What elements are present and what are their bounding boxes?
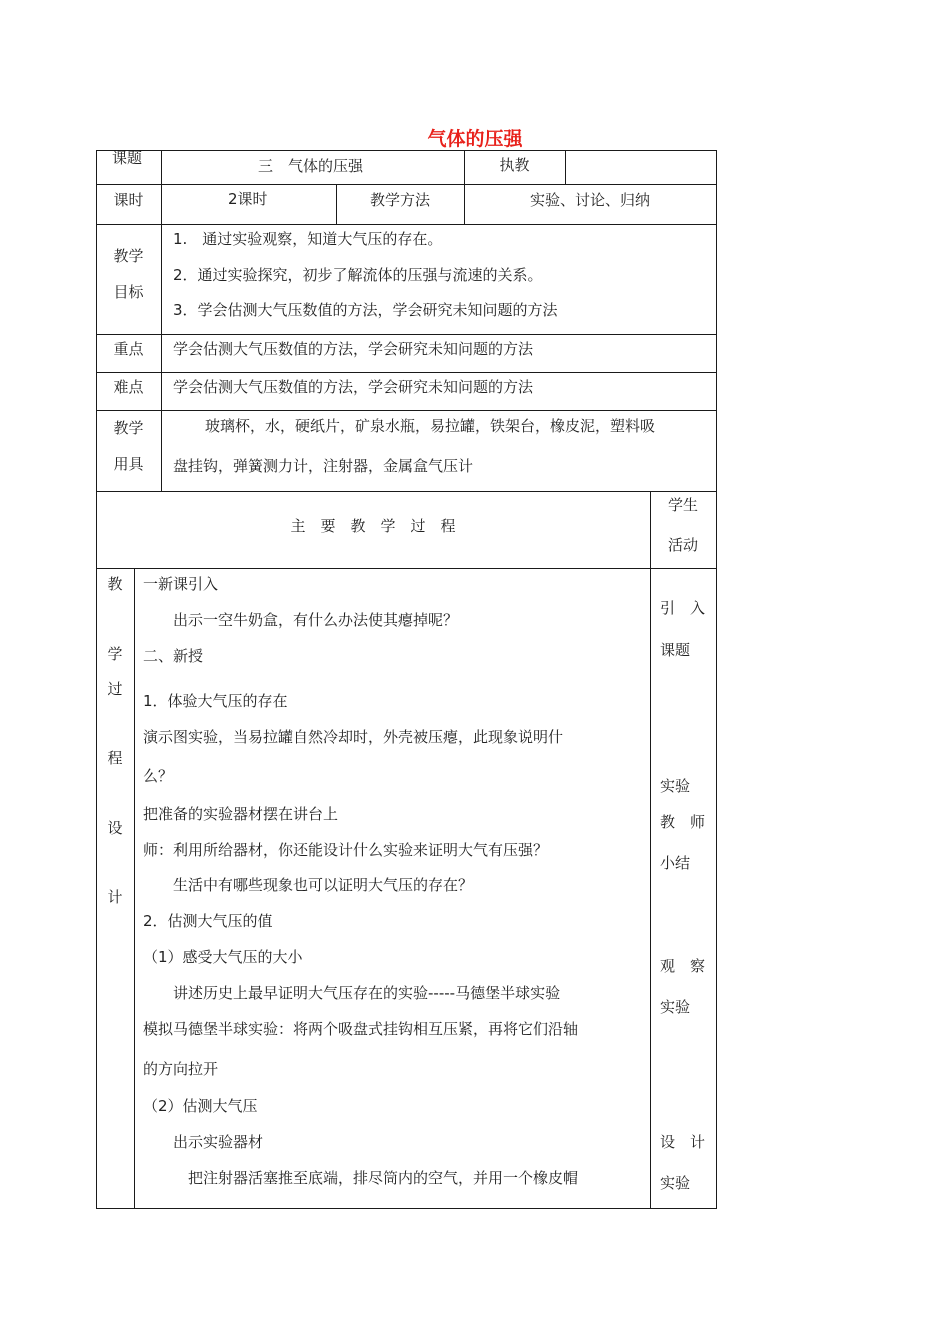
tools-label-1: 教学 <box>113 419 144 437</box>
activity-item: 小结 <box>660 854 691 872</box>
process-line: 模拟马德堡半球实验：将两个吸盘式挂钩相互压紧，再将它们沿轴 <box>143 1020 579 1038</box>
process-line: 师：利用所给器材，你还能设计什么实验来证明大气有压强？ <box>143 841 549 859</box>
period-value: 2课时 <box>228 190 268 208</box>
process-line: （2）估测大气压 <box>143 1097 258 1115</box>
process-line: 2．估测大气压的值 <box>143 912 273 930</box>
activity-item: 设 计 <box>660 1133 706 1151</box>
difficulty-value: 学会估测大气压数值的方法，学会研究未知问题的方法 <box>173 378 534 396</box>
method-label: 教学方法 <box>369 191 430 209</box>
process-line: 出示一空牛奶盒，有什么办法使其瘪掉呢？ <box>143 611 459 629</box>
goal-item: 3．学会估测大气压数值的方法，学会研究未知问题的方法 <box>173 301 558 319</box>
process-line: 1．体验大气压的存在 <box>143 692 288 710</box>
teacher-label: 执教 <box>499 156 530 174</box>
activity-item: 教 师 <box>660 813 706 831</box>
process-header: 主 要 教 学 过 程 <box>290 517 456 535</box>
goal-item: 2．通过实验探究，初步了解流体的压强与流速的关系。 <box>173 266 543 284</box>
method-value: 实验、讨论、归纳 <box>529 191 650 209</box>
tools-line: 玻璃杯，水，硬纸片，矿泉水瓶，易拉罐，铁架台，橡皮泥，塑料吸 <box>205 417 656 435</box>
process-line: （1）感受大气压的大小 <box>143 948 303 966</box>
process-line: 一新课引入 <box>143 575 219 593</box>
process-line: 的方向拉开 <box>143 1060 219 1078</box>
activity-item: 引 入 <box>660 599 706 617</box>
difficulty-label: 难点 <box>113 378 144 396</box>
subject-label: 课题 <box>112 149 143 167</box>
side-label-char: 设 <box>107 819 123 837</box>
activity-item: 课题 <box>660 641 691 659</box>
goal-item: 1. 通过实验观察，知道大气压的存在。 <box>173 230 443 248</box>
side-label-char: 学 <box>107 645 123 663</box>
page-title: 气体的压强 <box>427 128 523 150</box>
process-line: 把准备的实验器材摆在讲台上 <box>143 805 339 823</box>
activity-item: 观 察 <box>660 957 706 975</box>
side-label-char: 程 <box>107 749 123 767</box>
process-line: 出示实验器材 <box>143 1133 264 1151</box>
key-point-value: 学会估测大气压数值的方法，学会研究未知问题的方法 <box>173 340 534 358</box>
process-line: 生活中有哪些现象也可以证明大气压的存在？ <box>143 876 474 894</box>
goals-label-2: 目标 <box>113 283 144 301</box>
key-point-label: 重点 <box>113 340 144 358</box>
process-line: 把注射器活塞推至底端，排尽筒内的空气，并用一个橡皮帽 <box>143 1169 579 1187</box>
activity-item: 实验 <box>660 777 691 795</box>
subject-value: 三 气体的压强 <box>258 157 364 175</box>
activity-header-1: 学生 <box>667 496 698 514</box>
process-line: 么？ <box>143 767 174 785</box>
activity-header-2: 活动 <box>667 536 698 554</box>
side-label-char: 计 <box>107 888 123 906</box>
process-line: 二、新授 <box>143 647 204 665</box>
process-line: 演示图实验，当易拉罐自然冷却时，外壳被压瘪，此现象说明什 <box>143 728 564 746</box>
period-label: 课时 <box>113 191 144 209</box>
process-line: 讲述历史上最早证明大气压存在的实验-----马德堡半球实验 <box>143 984 561 1002</box>
tools-label-2: 用具 <box>113 455 144 473</box>
goals-label-1: 教学 <box>113 247 144 265</box>
activity-item: 实验 <box>660 1174 691 1192</box>
tools-line: 盘挂钩，弹簧测力计，注射器，金属盒气压计 <box>173 457 474 475</box>
activity-item: 实验 <box>660 998 691 1016</box>
side-label-char: 教 <box>107 575 123 593</box>
side-label-char: 过 <box>107 680 123 698</box>
